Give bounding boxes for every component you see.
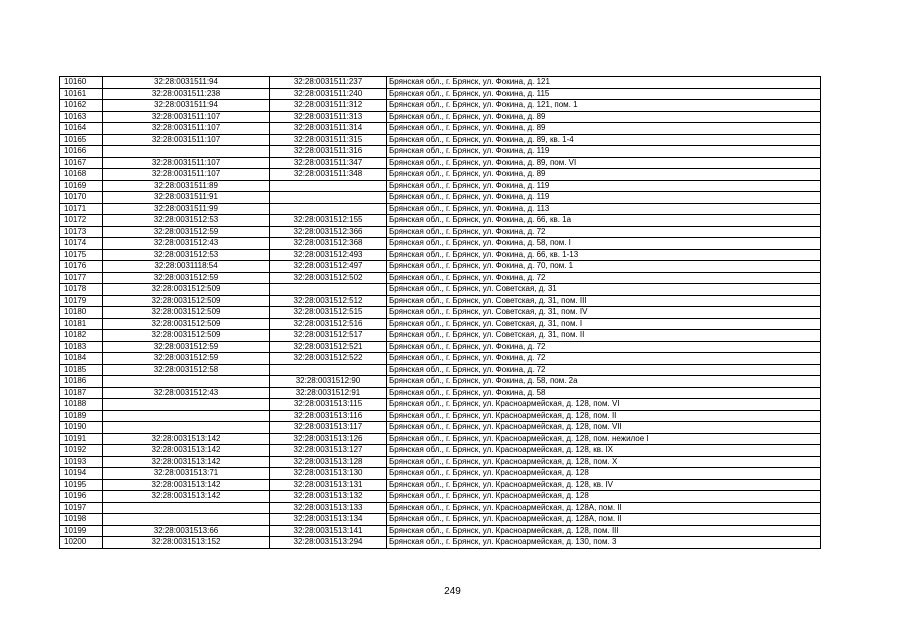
address-cell: Брянская обл., г. Брянск, ул. Советская, д. 31 <box>387 284 821 296</box>
row-number-cell: 10161 <box>60 88 103 100</box>
row-number-cell: 10166 <box>60 146 103 158</box>
table-row <box>60 330 821 342</box>
address-cell: Брянская обл., г. Брянск, ул. Красноармейская, д. 128 <box>387 491 821 503</box>
table-row <box>60 169 821 181</box>
object-number-cell <box>270 180 387 192</box>
row-number-cell: 10170 <box>60 192 103 204</box>
object-number-cell: 32:28:0031512:366 <box>270 226 387 238</box>
table-row <box>60 387 821 399</box>
row-number-cell: 10177 <box>60 272 103 284</box>
table-row <box>60 491 821 503</box>
object-number-cell: 32:28:0031513:117 <box>270 422 387 434</box>
object-number-cell: 32:28:0031512:493 <box>270 249 387 261</box>
row-number-cell: 10175 <box>60 249 103 261</box>
table-row <box>60 445 821 457</box>
table-row <box>60 261 821 273</box>
row-number-cell: 10160 <box>60 77 103 89</box>
address-cell: Брянская обл., г. Брянск, ул. Фокина, д. 72 <box>387 353 821 365</box>
table-row <box>60 479 821 491</box>
address-cell: Брянская обл., г. Брянск, ул. Фокина, д. 58, пом. 2а <box>387 376 821 388</box>
parcel-number-cell: 32:28:0031511:94 <box>103 77 270 89</box>
object-number-cell: 32:28:0031511:240 <box>270 88 387 100</box>
row-number-cell: 10193 <box>60 456 103 468</box>
address-cell: Брянская обл., г. Брянск, ул. Фокина, д. 115 <box>387 88 821 100</box>
row-number-cell: 10182 <box>60 330 103 342</box>
parcel-number-cell: 32:28:0031511:94 <box>103 100 270 112</box>
table-row <box>60 134 821 146</box>
table-row <box>60 341 821 353</box>
address-cell: Брянская обл., г. Брянск, ул. Красноармейская, д. 128А, пом. II <box>387 502 821 514</box>
address-cell: Брянская обл., г. Брянск, ул. Красноармейская, д. 128, кв. IV <box>387 479 821 491</box>
address-cell: Брянская обл., г. Брянск, ул. Красноармейская, д. 130, пом. 3 <box>387 537 821 549</box>
address-cell: Брянская обл., г. Брянск, ул. Фокина, д. 70, пом. 1 <box>387 261 821 273</box>
address-cell: Брянская обл., г. Брянск, ул. Красноармейская, д. 128, пом. III <box>387 525 821 537</box>
row-number-cell: 10174 <box>60 238 103 250</box>
parcel-number-cell <box>103 376 270 388</box>
row-number-cell: 10171 <box>60 203 103 215</box>
table-row <box>60 284 821 296</box>
parcel-number-cell: 32:28:0031513:142 <box>103 456 270 468</box>
registry-table-body <box>60 77 821 549</box>
row-number-cell: 10184 <box>60 353 103 365</box>
object-number-cell <box>270 192 387 204</box>
parcel-number-cell: 32:28:0031512:58 <box>103 364 270 376</box>
parcel-number-cell: 32:28:0031513:152 <box>103 537 270 549</box>
parcel-number-cell <box>103 514 270 526</box>
table-row <box>60 295 821 307</box>
row-number-cell: 10162 <box>60 100 103 112</box>
address-cell: Брянская обл., г. Брянск, ул. Фокина, д. 89, кв. 1-4 <box>387 134 821 146</box>
object-number-cell: 32:28:0031512:90 <box>270 376 387 388</box>
address-cell: Брянская обл., г. Брянск, ул. Фокина, д. 113 <box>387 203 821 215</box>
address-cell: Брянская обл., г. Брянск, ул. Фокина, д. 119 <box>387 146 821 158</box>
object-number-cell: 32:28:0031511:313 <box>270 111 387 123</box>
object-number-cell: 32:28:0031512:497 <box>270 261 387 273</box>
address-cell: Брянская обл., г. Брянск, ул. Фокина, д. 119 <box>387 180 821 192</box>
object-number-cell: 32:28:0031513:132 <box>270 491 387 503</box>
object-number-cell: 32:28:0031511:237 <box>270 77 387 89</box>
parcel-number-cell: 32:28:0031512:509 <box>103 330 270 342</box>
address-cell: Брянская обл., г. Брянск, ул. Советская, д. 31, пом. I <box>387 318 821 330</box>
table-row <box>60 180 821 192</box>
address-cell: Брянская обл., г. Брянск, ул. Фокина, д. 89, пом. VI <box>387 157 821 169</box>
table-row <box>60 226 821 238</box>
address-cell: Брянская обл., г. Брянск, ул. Красноармейская, д. 128, пом. X <box>387 456 821 468</box>
row-number-cell: 10168 <box>60 169 103 181</box>
object-number-cell: 32:28:0031512:522 <box>270 353 387 365</box>
parcel-number-cell: 32:28:0031511:91 <box>103 192 270 204</box>
row-number-cell: 10200 <box>60 537 103 549</box>
address-cell: Брянская обл., г. Брянск, ул. Фокина, д. 89 <box>387 123 821 135</box>
object-number-cell: 32:28:0031512:515 <box>270 307 387 319</box>
table-row <box>60 514 821 526</box>
table-row <box>60 203 821 215</box>
table-row <box>60 238 821 250</box>
object-number-cell: 32:28:0031512:155 <box>270 215 387 227</box>
table-row <box>60 502 821 514</box>
table-row <box>60 410 821 422</box>
object-number-cell: 32:28:0031512:368 <box>270 238 387 250</box>
row-number-cell: 10179 <box>60 295 103 307</box>
address-cell: Брянская обл., г. Брянск, ул. Фокина, д. 72 <box>387 341 821 353</box>
object-number-cell <box>270 203 387 215</box>
object-number-cell: 32:28:0031513:116 <box>270 410 387 422</box>
row-number-cell: 10180 <box>60 307 103 319</box>
row-number-cell: 10190 <box>60 422 103 434</box>
parcel-number-cell: 32:28:0031512:509 <box>103 295 270 307</box>
address-cell: Брянская обл., г. Брянск, ул. Красноармейская, д. 128 <box>387 468 821 480</box>
address-cell: Брянская обл., г. Брянск, ул. Красноармейская, д. 128, кв. IX <box>387 445 821 457</box>
parcel-number-cell <box>103 399 270 411</box>
parcel-number-cell: 32:28:0031512:53 <box>103 249 270 261</box>
parcel-number-cell: 32:28:0031513:66 <box>103 525 270 537</box>
object-number-cell: 32:28:0031512:91 <box>270 387 387 399</box>
parcel-number-cell <box>103 410 270 422</box>
table-row <box>60 272 821 284</box>
row-number-cell: 10188 <box>60 399 103 411</box>
table-row <box>60 525 821 537</box>
row-number-cell: 10181 <box>60 318 103 330</box>
row-number-cell: 10176 <box>60 261 103 273</box>
address-cell: Брянская обл., г. Брянск, ул. Фокина, д. 72 <box>387 226 821 238</box>
row-number-cell: 10167 <box>60 157 103 169</box>
parcel-number-cell: 32:28:0031512:59 <box>103 272 270 284</box>
address-cell: Брянская обл., г. Брянск, ул. Красноармейская, д. 128, пом. VI <box>387 399 821 411</box>
row-number-cell: 10197 <box>60 502 103 514</box>
address-cell: Брянская обл., г. Брянск, ул. Фокина, д. 121, пом. 1 <box>387 100 821 112</box>
parcel-number-cell: 32:28:0031512:509 <box>103 318 270 330</box>
row-number-cell: 10172 <box>60 215 103 227</box>
parcel-number-cell: 32:28:0031512:43 <box>103 238 270 250</box>
table-row <box>60 249 821 261</box>
object-number-cell: 32:28:0031513:294 <box>270 537 387 549</box>
table-row <box>60 422 821 434</box>
parcel-number-cell: 32:28:0031511:107 <box>103 123 270 135</box>
row-number-cell: 10189 <box>60 410 103 422</box>
address-cell: Брянская обл., г. Брянск, ул. Фокина, д. 72 <box>387 272 821 284</box>
parcel-number-cell <box>103 146 270 158</box>
address-cell: Брянская обл., г. Брянск, ул. Фокина, д. 89 <box>387 111 821 123</box>
parcel-number-cell: 32:28:0031513:142 <box>103 479 270 491</box>
address-cell: Брянская обл., г. Брянск, ул. Красноармейская, д. 128, пом. нежилое I <box>387 433 821 445</box>
parcel-number-cell: 32:28:0031513:71 <box>103 468 270 480</box>
parcel-number-cell: 32:28:0031511:107 <box>103 111 270 123</box>
table-row <box>60 157 821 169</box>
address-cell: Брянская обл., г. Брянск, ул. Фокина, д. 66, кв. 1а <box>387 215 821 227</box>
object-number-cell: 32:28:0031511:312 <box>270 100 387 112</box>
parcel-number-cell: 32:28:0031118:54 <box>103 261 270 273</box>
address-cell: Брянская обл., г. Брянск, ул. Фокина, д. 89 <box>387 169 821 181</box>
row-number-cell: 10165 <box>60 134 103 146</box>
parcel-number-cell: 32:28:0031511:107 <box>103 169 270 181</box>
row-number-cell: 10163 <box>60 111 103 123</box>
parcel-number-cell: 32:28:0031512:43 <box>103 387 270 399</box>
row-number-cell: 10192 <box>60 445 103 457</box>
parcel-number-cell: 32:28:0031511:107 <box>103 134 270 146</box>
object-number-cell: 32:28:0031513:127 <box>270 445 387 457</box>
row-number-cell: 10183 <box>60 341 103 353</box>
parcel-number-cell: 32:28:0031511:89 <box>103 180 270 192</box>
parcel-number-cell: 32:28:0031513:142 <box>103 433 270 445</box>
table-row <box>60 146 821 158</box>
object-number-cell: 32:28:0031513:133 <box>270 502 387 514</box>
address-cell: Брянская обл., г. Брянск, ул. Фокина, д. 121 <box>387 77 821 89</box>
parcel-number-cell <box>103 422 270 434</box>
address-cell: Брянская обл., г. Брянск, ул. Фокина, д. 66, кв. 1-13 <box>387 249 821 261</box>
table-row <box>60 537 821 549</box>
object-number-cell: 32:28:0031511:315 <box>270 134 387 146</box>
table-row <box>60 468 821 480</box>
parcel-number-cell: 32:28:0031512:509 <box>103 284 270 296</box>
object-number-cell: 32:28:0031511:347 <box>270 157 387 169</box>
table-row <box>60 376 821 388</box>
address-cell: Брянская обл., г. Брянск, ул. Красноармейская, д. 128, пом. VII <box>387 422 821 434</box>
table-row <box>60 307 821 319</box>
row-number-cell: 10185 <box>60 364 103 376</box>
table-row <box>60 318 821 330</box>
table-row <box>60 100 821 112</box>
parcel-number-cell: 32:28:0031512:53 <box>103 215 270 227</box>
address-cell: Брянская обл., г. Брянск, ул. Советская, д. 31, пом. II <box>387 330 821 342</box>
object-number-cell: 32:28:0031513:115 <box>270 399 387 411</box>
table-row <box>60 123 821 135</box>
parcel-number-cell: 32:28:0031513:142 <box>103 491 270 503</box>
row-number-cell: 10198 <box>60 514 103 526</box>
object-number-cell: 32:28:0031513:134 <box>270 514 387 526</box>
table-row <box>60 215 821 227</box>
table-row <box>60 399 821 411</box>
parcel-number-cell: 32:28:0031512:59 <box>103 353 270 365</box>
address-cell: Брянская обл., г. Брянск, ул. Советская, д. 31, пом. III <box>387 295 821 307</box>
page-number: 249 <box>444 586 461 597</box>
row-number-cell: 10196 <box>60 491 103 503</box>
table-row <box>60 111 821 123</box>
object-number-cell: 32:28:0031512:516 <box>270 318 387 330</box>
address-cell: Брянская обл., г. Брянск, ул. Советская, д. 31, пом. IV <box>387 307 821 319</box>
object-number-cell <box>270 364 387 376</box>
parcel-number-cell: 32:28:0031511:99 <box>103 203 270 215</box>
row-number-cell: 10187 <box>60 387 103 399</box>
row-number-cell: 10169 <box>60 180 103 192</box>
parcel-number-cell: 32:28:0031511:107 <box>103 157 270 169</box>
row-number-cell: 10186 <box>60 376 103 388</box>
parcel-number-cell: 32:28:0031511:238 <box>103 88 270 100</box>
object-number-cell: 32:28:0031512:502 <box>270 272 387 284</box>
object-number-cell: 32:28:0031513:130 <box>270 468 387 480</box>
parcel-number-cell: 32:28:0031513:142 <box>103 445 270 457</box>
row-number-cell: 10194 <box>60 468 103 480</box>
row-number-cell: 10195 <box>60 479 103 491</box>
object-number-cell: 32:28:0031513:131 <box>270 479 387 491</box>
object-number-cell: 32:28:0031512:521 <box>270 341 387 353</box>
row-number-cell: 10199 <box>60 525 103 537</box>
object-number-cell: 32:28:0031513:128 <box>270 456 387 468</box>
registry-table <box>59 76 821 549</box>
table-row <box>60 364 821 376</box>
address-cell: Брянская обл., г. Брянск, ул. Красноармейская, д. 128А, пом. II <box>387 514 821 526</box>
table-row <box>60 456 821 468</box>
row-number-cell: 10164 <box>60 123 103 135</box>
object-number-cell: 32:28:0031511:316 <box>270 146 387 158</box>
table-row <box>60 192 821 204</box>
address-cell: Брянская обл., г. Брянск, ул. Фокина, д. 72 <box>387 364 821 376</box>
object-number-cell <box>270 284 387 296</box>
table-row <box>60 433 821 445</box>
object-number-cell: 32:28:0031513:141 <box>270 525 387 537</box>
parcel-number-cell <box>103 502 270 514</box>
address-cell: Брянская обл., г. Брянск, ул. Фокина, д. 58 <box>387 387 821 399</box>
object-number-cell: 32:28:0031512:517 <box>270 330 387 342</box>
table-row <box>60 353 821 365</box>
row-number-cell: 10173 <box>60 226 103 238</box>
parcel-number-cell: 32:28:0031512:509 <box>103 307 270 319</box>
row-number-cell: 10178 <box>60 284 103 296</box>
address-cell: Брянская обл., г. Брянск, ул. Фокина, д. 58, пом. I <box>387 238 821 250</box>
parcel-number-cell: 32:28:0031512:59 <box>103 341 270 353</box>
object-number-cell: 32:28:0031512:512 <box>270 295 387 307</box>
parcel-number-cell: 32:28:0031512:59 <box>103 226 270 238</box>
object-number-cell: 32:28:0031513:126 <box>270 433 387 445</box>
address-cell: Брянская обл., г. Брянск, ул. Красноармейская, д. 128, пом. II <box>387 410 821 422</box>
address-cell: Брянская обл., г. Брянск, ул. Фокина, д. 119 <box>387 192 821 204</box>
table-row <box>60 88 821 100</box>
object-number-cell: 32:28:0031511:348 <box>270 169 387 181</box>
object-number-cell: 32:28:0031511:314 <box>270 123 387 135</box>
table-row <box>60 77 821 89</box>
row-number-cell: 10191 <box>60 433 103 445</box>
